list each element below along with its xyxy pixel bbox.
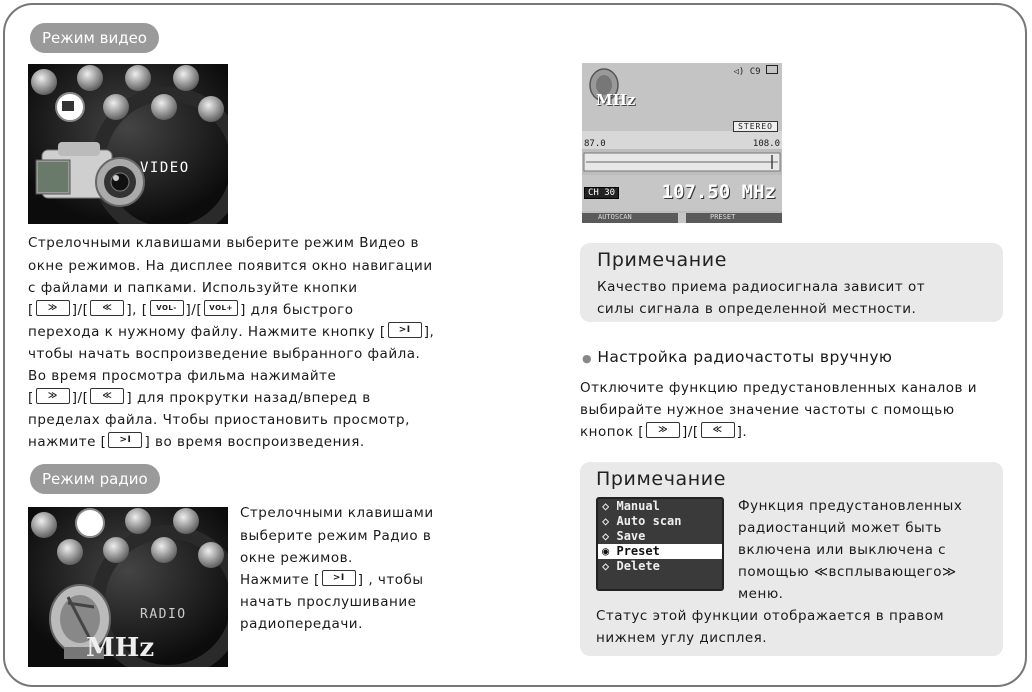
video-screen-label: VIDEO: [140, 160, 190, 176]
note-1-title: Примечание: [597, 249, 728, 271]
radio-unchecked-icon: ◇: [602, 499, 610, 513]
menu-item-label: Auto scan: [616, 514, 682, 528]
note-2-line-1: Функция предустановленных: [738, 498, 963, 514]
video-mode-screenshot: [28, 64, 228, 224]
radio-text-line-2: выберите режим Радио в: [240, 528, 432, 544]
video-text-line-10: нажмите [ >I ] во время воспроизведения.: [28, 434, 365, 450]
video-mode-pill: Режим видео: [30, 23, 159, 53]
menu-item-preset: [598, 544, 722, 559]
lcd-channel: CH 30: [584, 187, 619, 199]
speaker-icon: ◁): [733, 67, 745, 77]
ff-button-icon: ≫: [646, 422, 680, 438]
note-2-line-6: Статус этой функции отображается в правом: [596, 608, 945, 624]
video-text-line-7: Во время просмотра фильма нажимайте: [28, 368, 337, 384]
note-2-line-3: включена или выключена с: [738, 542, 947, 558]
video-text-scroll: для прокрутки назад/вперед в: [136, 390, 371, 406]
lcd-mhz-logo: MHz: [596, 91, 636, 109]
video-text-line-8: [ ≫ ]/[ ≪ ] для прокрутки назад/вперед в: [28, 390, 371, 406]
vol-minus-button-icon: VOL-: [150, 300, 184, 316]
radio-text-so-that: , чтобы: [368, 572, 424, 588]
manual-tuning-line-1: Отключите функцию предустановленных каналов и: [580, 380, 978, 396]
menu-item-label: Delete: [616, 559, 660, 573]
video-text-line-6: чтобы начать воспроизведение выбранного файла.: [28, 346, 421, 362]
note-2-title: Примечание: [596, 468, 727, 490]
video-text-line-9: пределах файла. Чтобы приостановить просмотр,: [28, 412, 410, 428]
lcd-softkey-preset: PRESET: [710, 213, 736, 221]
radio-screen-label: RADIO: [140, 607, 187, 622]
note-2-line-7: нижнем углу дисплея.: [596, 630, 768, 646]
note-1-line-2: силы сигнала в определенной местности.: [597, 301, 917, 317]
radio-text-line-6: радиопередачи.: [240, 616, 363, 632]
radio-text-line-4: Нажмите [ >I ] , чтобы: [240, 572, 424, 588]
manual-tuning-line-2: выбирайте нужное значение частоты с помощью: [580, 402, 955, 418]
video-text-goto-file: перехода к нужному файлу. Нажмите кнопку: [28, 324, 376, 340]
radio-mode-screenshot: [28, 507, 228, 667]
radio-mhz-logo: MHz: [86, 633, 155, 663]
vol-plus-button-icon: VOL+: [204, 300, 238, 316]
video-text-line-5: перехода к нужному файлу. Нажмите кнопку [ >I ],: [28, 324, 435, 340]
menu-item-auto-scan: [598, 514, 722, 529]
video-text-during-playback: во время воспроизведения.: [155, 434, 365, 450]
radio-text-line-3: окне режимов.: [240, 550, 353, 566]
radio-text-press: Нажмите: [240, 572, 310, 588]
menu-item-save: [598, 529, 722, 544]
menu-item-label: Manual: [616, 499, 660, 513]
manual-tuning-buttons: кнопок: [580, 424, 634, 440]
note-2-line-4: помощью ≪всплывающего≫: [738, 564, 957, 580]
lcd-range-max: 108.0: [752, 139, 780, 149]
preset-popup-menu: [596, 497, 724, 591]
manual-tuning-heading: [582, 348, 892, 366]
video-mode-illustration: [28, 64, 228, 224]
radio-text-line-5: начать прослушивание: [240, 594, 417, 610]
lcd-range-min: 87.0: [584, 139, 606, 149]
lcd-status: C9: [749, 67, 761, 77]
bullet-icon: ●: [582, 352, 592, 365]
radio-lcd-screenshot: [582, 63, 782, 223]
menu-item-manual: [598, 499, 722, 514]
radio-unchecked-icon: ◇: [602, 559, 610, 573]
menu-item-delete: [598, 559, 722, 574]
play-button-icon: >I: [388, 322, 422, 338]
rew-button-icon: ≪: [90, 300, 124, 316]
rew-button-icon: ≪: [701, 422, 735, 438]
radio-unchecked-icon: ◇: [602, 529, 610, 543]
lcd-frequency: 107.50 MHz: [661, 181, 776, 203]
note-2-line-2: радиостанций может быть: [738, 520, 942, 536]
video-text-line-4: [ ≫ ]/[ ≪ ], [ VOL- ]/[ VOL+ ] для быстрого: [28, 302, 354, 318]
video-text-fast-nav: для быстрого: [250, 302, 354, 318]
radio-checked-icon: ◉: [602, 544, 610, 558]
lcd-softkey-autoscan: AUTOSCAN: [598, 213, 632, 221]
video-text-press: нажмите: [28, 434, 96, 450]
rew-button-icon: ≪: [90, 388, 124, 404]
manual-tuning-heading-text: Настройка радиочастоты вручную: [597, 348, 893, 366]
radio-mode-pill: Режим радио: [30, 464, 160, 494]
video-text-line-3: с файлами и папками. Используйте кнопки: [28, 280, 358, 296]
ff-button-icon: ≫: [36, 300, 70, 316]
radio-text-line-1: Стрелочными клавишами: [240, 505, 434, 521]
note-box-1: [580, 243, 1003, 322]
video-text-line-2: окне режимов. На дисплее появится окно навигации: [28, 258, 433, 274]
menu-item-label: Preset: [616, 544, 660, 558]
note-1-line-1: Качество приема радиосигнала зависит от: [597, 279, 926, 295]
battery-icon: [766, 65, 778, 74]
radio-unchecked-icon: ◇: [602, 514, 610, 528]
video-text-line-1: Стрелочными клавишами выберите режим Видео в: [28, 235, 419, 251]
play-button-icon: >I: [322, 570, 356, 586]
play-button-icon: >I: [108, 432, 142, 448]
note-2-line-5: меню.: [738, 586, 784, 602]
ff-button-icon: ≫: [36, 388, 70, 404]
lcd-stereo-badge: STEREO: [733, 121, 778, 132]
manual-tuning-line-3: кнопок [ ≫ ]/[ ≪ ].: [580, 424, 748, 440]
menu-item-label: Save: [616, 529, 646, 543]
lcd-status-text: [733, 65, 778, 77]
